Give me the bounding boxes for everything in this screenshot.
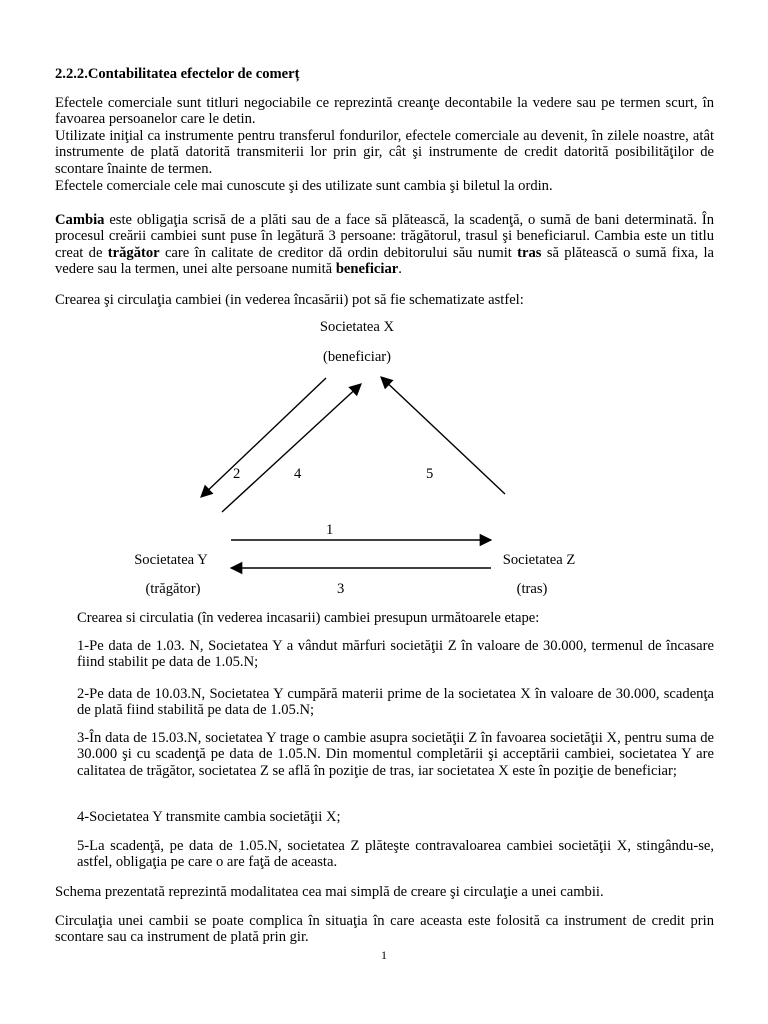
- node-x-role: (beneficiar): [322, 349, 392, 365]
- step-2: 2-Pe data de 10.03.N, Societatea Y cumpără materii prime de la societatea X în valoare de 30.000, scadenţa de plată fiind stabilită pe data de 1.05.N;: [77, 686, 714, 719]
- term-beneficiar: beneficiar: [335, 261, 399, 278]
- arrow-label-3: 3: [337, 581, 345, 597]
- arrow-label-4: 4: [294, 466, 302, 482]
- intro-paragraph-3: Efectele comerciale cele mai cunoscute şi des utilizate sunt cambia şi biletul la ordin.: [55, 178, 553, 194]
- section-heading: 2.2.2.Contabilitatea efectelor de comerț: [55, 66, 300, 82]
- step-1: 1-Pe data de 1.03. N, Societatea Y a vândut mărfuri societăţii Z în valoare de 30.000, termenul de încasare fiind stabilit pe data de 1.05.N;: [77, 638, 714, 671]
- page-number: 1: [381, 948, 387, 962]
- step-5: 5-La scadenţă, pe data de 1.05.N, societatea Z plăteşte contravaloarea cambiei societăţii X, stingându-se, astfel, obligaţia pe care o are faţă de aceasta.: [77, 838, 714, 871]
- definition-text-2: care în calitate de creditor dă ordin debitorului său numit: [159, 244, 518, 261]
- definition-text-3: să plătească o sumă fixa, la vedere sau la termen, unei alte persoane numită: [55, 244, 714, 278]
- step-4: 4-Societatea Y transmite cambia societăţii X;: [77, 809, 341, 825]
- intro-paragraph-2: Utilizate iniţial ca instrumente pentru transferul fondurilor, efectele comerciale au devenit, în zilele noastre, atât instrumente de plată datorită transmiterii lor prin gir, cât şi instrumente de credit datorită posibilităţilor de scontare înainte de termen.: [55, 128, 714, 177]
- term-tras: tras: [517, 244, 542, 261]
- arrow-5: [381, 377, 505, 494]
- arrow-label-5: 5: [426, 466, 434, 482]
- intro-paragraph-1: Efectele comerciale sunt titluri negociabile ce reprezintă creanţe decontabile la vedere sau pe termen scurt, în favoarea persoanelor care le detin.: [55, 95, 714, 128]
- node-y-name: Societatea Y: [134, 552, 208, 568]
- arrow-label-2: 2: [233, 466, 241, 482]
- node-z-role: (tras): [516, 581, 548, 597]
- arrow-2: [201, 378, 326, 497]
- definition-text-1: este obligaţia scrisă de a plăti sau de a face să plătească, la scadenţă, o sumă de bani determinată. În procesul creării cambiei sunt puse în legătură 3 persoane: trăgătorul, trasul şi beneficiarul. Cambia este un titlu creat de: [55, 212, 714, 261]
- definition-text-4: .: [398, 261, 402, 278]
- schema-intro: Crearea şi circulaţia cambiei (in vederea încasării) pot să fie schematizate astfel:: [55, 292, 524, 308]
- steps-intro: Crearea si circulatia (în vederea incasarii) cambiei presupun următoarele etape:: [77, 610, 540, 626]
- node-z-name: Societatea Z: [502, 552, 576, 568]
- arrow-4: [222, 384, 361, 512]
- arrow-label-1: 1: [326, 522, 334, 538]
- term-tragator: trăgător: [107, 244, 160, 261]
- node-x-name: Societatea X: [319, 319, 395, 335]
- term-cambia: Cambia: [55, 212, 105, 228]
- step-3: 3-În data de 15.03.N, societatea Y trage o cambie asupra societăţii Z în favoarea societăţii X, pentru suma de 30.000 şi cu scadenţă pe data de 1.05.N. Din momentul completării şi acceptării cambiei, societatea Y are calitatea de trăgător, societatea Z se află în poziţie de tras, iar societatea X este în poziţie de beneficiar;: [77, 730, 714, 779]
- closing-paragraph-2: Circulaţia unei cambii se poate complica în situaţia în care aceasta este folosită ca instrument de credit prin scontare sau ca instrument de plată prin gir.: [55, 913, 714, 946]
- node-y-role: (trăgător): [145, 581, 201, 597]
- closing-paragraph-1: Schema prezentată reprezintă modalitatea cea mai simplă de creare şi circulaţie a unei cambii.: [55, 884, 604, 900]
